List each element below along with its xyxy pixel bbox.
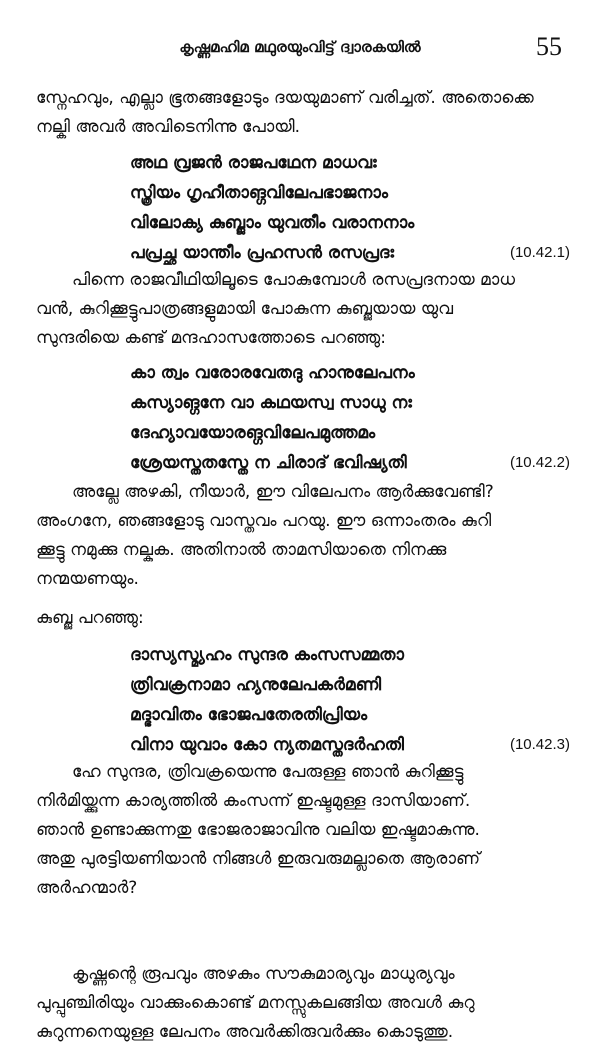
- text-line: ഹേ സുന്ദര, ത്രിവക്രയെന്നു പേരുള്ള ഞാൻ കുറിക്കൂട്ടു: [72, 762, 464, 782]
- verse-line: ശ്രേയസ്തതസ്തേ ന ചിരാദ് ഭവിഷ്യതി (10.42.2): [130, 448, 570, 478]
- paragraph-4: [36, 604, 572, 633]
- text-line: കുറുന്നനെയുള്ള ലേപനം അവർക്കിരുവർക്കും കൊടുത്തു.: [36, 1022, 454, 1042]
- text-line: നന്മയണയും.: [36, 569, 139, 589]
- text-line: നിർമിയ്ക്കുന്ന കാര്യത്തിൽ കംസന്ന് ഇഷ്ടമുള്ള ദാസിയാണ്.: [36, 791, 471, 811]
- text-line: അല്ലേ അഴകി, നീയാർ, ഈ വിലേപനം ആർക്കുവേണ്ടി?: [72, 482, 494, 502]
- verse-reference: (10.42.2): [509, 454, 570, 471]
- text-line: വൻ, കുറിക്കൂട്ടുപാത്രങ്ങളുമായി പോകുന്ന കുബ്ജയായ യുവ: [36, 299, 454, 319]
- paragraph-3: [36, 478, 572, 594]
- paragraph-2: [36, 266, 572, 353]
- text-line: അംഗനേ, ഞങ്ങളോടു വാസ്തവം പറയു. ഈ ഒന്നാംതരം കുറി: [36, 511, 492, 531]
- text-line: അതു പുരട്ടിയണിയാൻ നിങ്ങൾ ഇരുവരുമല്ലാതെ ആരാണ്: [36, 849, 481, 869]
- verse-10-42-2: [130, 358, 570, 478]
- text-line: പുപ്പുഞ്ചിരിയും വാക്കുംകൊണ്ട് മനസ്സുകലങ്ങിയ അവൾ കുറു: [36, 993, 475, 1013]
- verse-reference: (10.42.3): [509, 736, 570, 753]
- page-number: 55: [536, 32, 562, 61]
- text-line: കുബ്ജ പറഞ്ഞു:: [36, 608, 144, 628]
- text-line: സ്നേഹവും, എല്ലാ ഭൂതങ്ങളോടും ദയയുമാണ് വരിച്ചത്. അതൊക്കെ: [36, 88, 534, 108]
- verse-line: വിനാ യുവാം കോ ന്യതമസ്തദർഹതി (10.42.3): [130, 730, 570, 760]
- text-line: സുന്ദരിയെ കണ്ട് മന്ദഹാസത്തോടെ പറഞ്ഞു:: [36, 328, 386, 348]
- text-line: നല്കി അവർ അവിടെനിന്നു പോയി.: [36, 117, 301, 137]
- verse-line: കസ്യാങ്ഗനേ വാ കഥയസ്വ സാധു നഃ: [130, 393, 412, 413]
- running-title: കൃഷ്ണമഹിമ മഥുരയുംവിട്ട് ദ്വാരകയിൽ: [179, 38, 421, 56]
- text-line: പിന്നെ രാജവീഥിയിലൂടെ പോകുമ്പോൾ രസപ്രദനായ മാധ: [72, 270, 516, 290]
- paragraph-5: [36, 758, 572, 903]
- verse-line: കാ ത്വം വരോരവേതദു ഹാനുലേപനം: [130, 363, 415, 383]
- verse-line: ദാസ്യസ്മ്യഹം സുന്ദര കംസസമ്മതാ: [130, 645, 404, 665]
- verse-reference: (10.42.1): [509, 244, 570, 261]
- text-line: ഞാൻ ഉണ്ടാക്കുന്നതു ഭോജരാജാവിനു വലിയ ഇഷ്ടമാകുന്നു.: [36, 820, 480, 840]
- text-line: ക്കൂട്ടു നമുക്കു നല്കുക. അതിനാൽ താമസിയാതെ നിനക്കു: [36, 540, 447, 560]
- verse-line: സ്ത്രിയം ഗൃഹീതാങ്ഗവിലേപഭാജനാം: [130, 183, 388, 203]
- text-line: കൃഷ്ണന്റെ രൂപവും അഴകും സൗകുമാര്യവും മാധുര്യവും: [72, 964, 455, 984]
- verse-10-42-1: [130, 148, 570, 268]
- text-line: അർഹന്മാർ?: [36, 878, 138, 898]
- verse-10-42-3: [130, 640, 570, 760]
- verse-line: വിലോക്യ കുബ്ജാം യുവതീം വരാനനാം: [130, 213, 415, 233]
- verse-line: ദേഹ്യാവയോരങ്ഗവിലേപമുത്തമം: [130, 423, 376, 443]
- verse-line: മദ്ഭാവിതം ഭോജപതേരതിപ്രിയം: [130, 705, 368, 725]
- verse-line: അഥ വ്രജൻ രാജപഥേന മാധവഃ: [130, 153, 377, 173]
- verse-line: പപ്രച്ഛ യാന്തീം പ്രഹസൻ രസപ്രദഃ (10.42.1): [130, 238, 570, 268]
- verse-line: ത്രിവക്രനാമാ ഹ്യനുലേപകർമണി: [130, 675, 382, 695]
- paragraph-1: [36, 84, 572, 142]
